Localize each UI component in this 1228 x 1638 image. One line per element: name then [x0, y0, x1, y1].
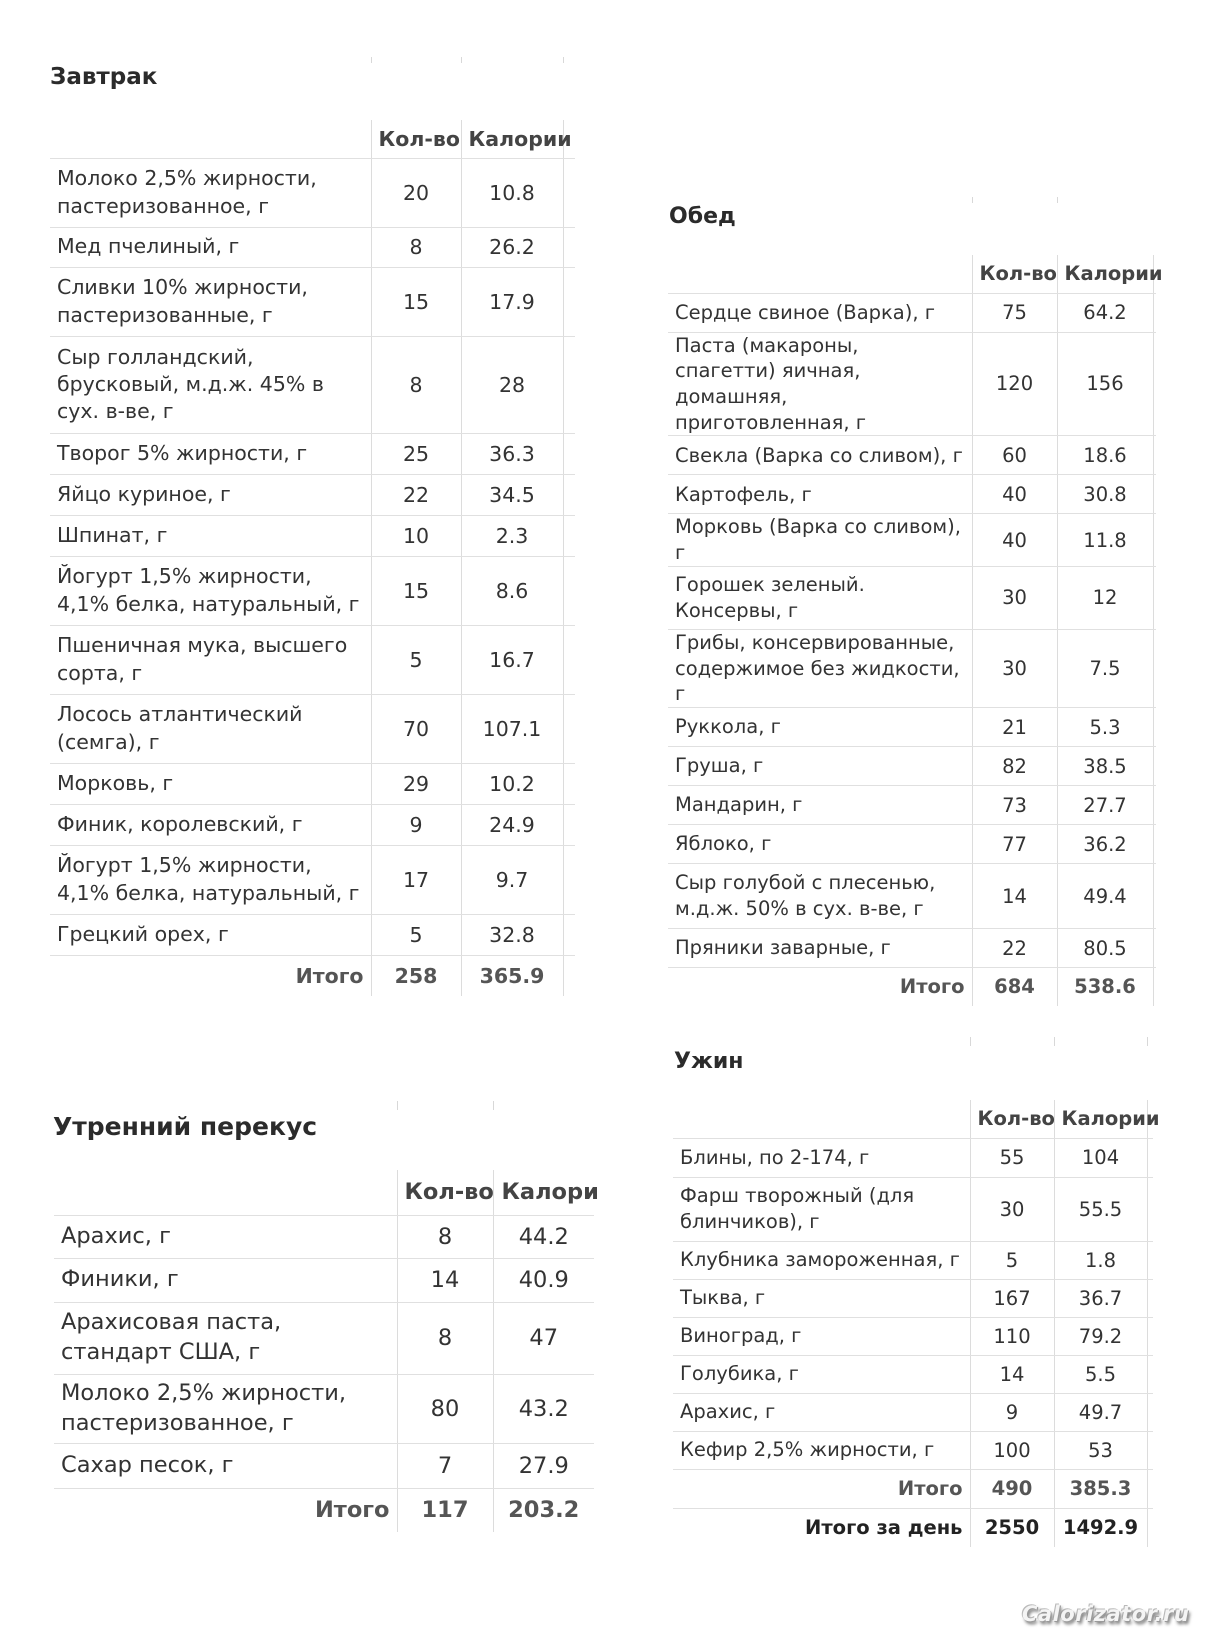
food-qty: 20 [371, 158, 461, 227]
food-calories: 2.3 [461, 515, 563, 556]
food-qty: 29 [371, 763, 461, 804]
food-name: Клубника замороженная, г [673, 1241, 970, 1279]
food-qty: 30 [972, 566, 1057, 629]
table-row [50, 336, 575, 433]
food-name: Пшеничная мука, высшего сорта, г [50, 625, 371, 694]
column-tick [972, 197, 973, 203]
food-calories: 107.1 [461, 694, 563, 763]
column-tick [1054, 1037, 1055, 1046]
table-edge [1147, 1508, 1153, 1547]
food-calories: 12 [1057, 566, 1153, 629]
total-calories: 538.6 [1057, 968, 1153, 1006]
table-row [673, 1431, 1153, 1469]
meal-title-breakfast: Завтрак [50, 64, 158, 90]
food-name: Арахис, г [54, 1215, 397, 1258]
food-calories: 64.2 [1057, 293, 1153, 332]
food-name: Сердце свиное (Варка), г [668, 293, 972, 332]
food-qty: 100 [970, 1431, 1054, 1469]
table-edge [563, 804, 575, 845]
table-row [50, 515, 575, 556]
table-edge [563, 474, 575, 515]
food-name: Финики, г [54, 1258, 397, 1302]
table-edge [1153, 293, 1156, 332]
food-calories: 9.7 [461, 845, 563, 914]
table-edge [563, 433, 575, 474]
table-edge [1147, 1431, 1153, 1469]
food-calories: 53 [1054, 1431, 1147, 1469]
table-row [50, 267, 575, 336]
breakfast-table [50, 120, 575, 996]
table-edge [1147, 1317, 1153, 1355]
food-name: Молоко 2,5% жирности, пастеризованное, г [50, 158, 371, 227]
food-qty: 9 [970, 1393, 1054, 1431]
food-name: Арахисовая паста, стандарт США, г [54, 1302, 397, 1374]
food-qty: 167 [970, 1279, 1054, 1317]
food-qty: 60 [972, 436, 1057, 475]
table-edge [1147, 1393, 1153, 1431]
column-tick [461, 57, 462, 63]
food-calories: 44.2 [493, 1215, 594, 1258]
food-name: Молоко 2,5% жирности, пастеризованное, г [54, 1374, 397, 1443]
dinner-table [673, 1100, 1160, 1547]
table-row [54, 1443, 594, 1488]
food-qty: 10 [371, 515, 461, 556]
table-row [668, 293, 1156, 332]
table-edge [1153, 566, 1156, 629]
table-row [54, 1258, 594, 1302]
food-qty: 17 [371, 845, 461, 914]
column-tick [970, 1037, 971, 1046]
table-row [673, 1177, 1153, 1241]
food-name: Мандарин, г [668, 786, 972, 825]
food-qty: 25 [371, 433, 461, 474]
table-edge [1153, 332, 1156, 436]
food-calories: 5.3 [1057, 708, 1153, 747]
food-calories: 1.8 [1054, 1241, 1147, 1279]
table-row [50, 914, 575, 955]
table-edge [563, 336, 575, 433]
total-label: Итого [314, 1497, 390, 1524]
food-calories: 156 [1057, 332, 1153, 436]
food-qty: 55 [970, 1138, 1054, 1177]
table-edge [563, 267, 575, 336]
table-row [668, 708, 1156, 747]
table-header-row [668, 255, 1156, 293]
food-qty: 8 [371, 336, 461, 433]
total-calories: 1492.9 [1054, 1508, 1147, 1547]
table-edge [563, 955, 575, 996]
food-name: Фарш творожный (для блинчиков), г [673, 1177, 970, 1241]
table-row [50, 474, 575, 515]
table-header-row [50, 120, 575, 158]
food-qty: 5 [970, 1241, 1054, 1279]
table-row [50, 433, 575, 474]
table-row [668, 825, 1156, 864]
column-header-qty: Кол-во [970, 1100, 1054, 1138]
food-qty: 77 [972, 825, 1057, 864]
table-row [668, 747, 1156, 786]
table-header-row [54, 1170, 594, 1215]
table-row [668, 566, 1156, 629]
food-qty: 8 [397, 1302, 493, 1374]
meal-title-lunch: Обед [669, 204, 736, 229]
food-qty: 120 [972, 332, 1057, 436]
header-empty [54, 1170, 397, 1215]
table-edge [1147, 1279, 1153, 1317]
food-qty: 73 [972, 786, 1057, 825]
header-empty [673, 1100, 970, 1138]
column-tick [1147, 1037, 1148, 1046]
food-name: Груша, г [668, 747, 972, 786]
food-calories: 18.6 [1057, 436, 1153, 475]
table-edge [1153, 786, 1156, 825]
table-header-row [673, 1100, 1153, 1138]
food-name: Тыква, г [673, 1279, 970, 1317]
total-qty: 117 [397, 1488, 493, 1532]
food-qty: 40 [972, 475, 1057, 514]
food-qty: 5 [371, 625, 461, 694]
table-edge [1153, 708, 1156, 747]
table-row [673, 1317, 1153, 1355]
day-total-row [673, 1508, 1153, 1547]
food-calories: 28 [461, 336, 563, 433]
total-row [668, 968, 1156, 1006]
food-name: Яблоко, г [668, 825, 972, 864]
table-row [673, 1279, 1153, 1317]
food-name: Свекла (Варка со сливом), г [668, 436, 972, 475]
column-header-calories: Калории [1057, 255, 1153, 293]
total-calories: 385.3 [1054, 1469, 1147, 1508]
table-row [668, 514, 1156, 566]
column-tick [397, 1101, 398, 1110]
food-name: Сливки 10% жирности, пастеризованные, г [50, 267, 371, 336]
table-edge [1153, 514, 1156, 566]
food-qty: 75 [972, 293, 1057, 332]
food-calories: 10.2 [461, 763, 563, 804]
food-qty: 80 [397, 1374, 493, 1443]
food-calories: 8.6 [461, 556, 563, 625]
food-calories: 49.7 [1054, 1393, 1147, 1431]
food-calories: 49.4 [1057, 864, 1153, 929]
meal-title-morning-snack: Утренний перекус [53, 1112, 318, 1141]
food-qty: 22 [371, 474, 461, 515]
morning-snack-table [54, 1170, 599, 1532]
table-row [668, 436, 1156, 475]
food-name: Сыр голубой с плесенью, м.д.ж. 50% в сух. в-ве, г [668, 864, 972, 929]
table-row [668, 929, 1156, 968]
table-row [50, 804, 575, 845]
food-name: Мед пчелиный, г [50, 227, 371, 267]
food-calories: 36.3 [461, 433, 563, 474]
total-label: Итого за день [805, 1516, 963, 1540]
lunch-table [668, 255, 1163, 1006]
total-qty: 2550 [970, 1508, 1054, 1547]
food-qty: 110 [970, 1317, 1054, 1355]
table-row [673, 1241, 1153, 1279]
table-row [50, 845, 575, 914]
food-qty: 70 [371, 694, 461, 763]
food-name: Руккола, г [668, 708, 972, 747]
table-edge [563, 515, 575, 556]
food-calories: 34.5 [461, 474, 563, 515]
table-edge [1153, 629, 1156, 707]
food-calories: 30.8 [1057, 475, 1153, 514]
column-tick [371, 57, 372, 63]
food-name: Грибы, консервированные, содержимое без жидкости, г [668, 629, 972, 707]
column-header-calories: Калори [493, 1170, 594, 1215]
meal-title-dinner: Ужин [674, 1049, 744, 1074]
table-row [50, 694, 575, 763]
table-row [54, 1374, 594, 1443]
table-edge [1147, 1241, 1153, 1279]
table-row [50, 556, 575, 625]
total-label: Итого [673, 1469, 970, 1508]
table-edge [1153, 825, 1156, 864]
header-empty [668, 255, 972, 293]
column-tick [1057, 197, 1058, 203]
table-row [673, 1393, 1153, 1431]
food-qty: 5 [371, 914, 461, 955]
food-calories: 26.2 [461, 227, 563, 267]
table-edge [563, 914, 575, 955]
food-calories: 104 [1054, 1138, 1147, 1177]
food-name: Кефир 2,5% жирности, г [673, 1431, 970, 1469]
table-edge [563, 158, 575, 227]
header-empty [50, 120, 371, 158]
food-name: Пряники заварные, г [668, 929, 972, 968]
column-header-qty: Кол-во [972, 255, 1057, 293]
total-row [54, 1488, 594, 1532]
table-edge [1147, 1138, 1153, 1177]
food-qty: 8 [397, 1215, 493, 1258]
food-calories: 24.9 [461, 804, 563, 845]
total-calories: 203.2 [493, 1488, 594, 1532]
table-edge [563, 625, 575, 694]
table-edge [563, 763, 575, 804]
table-row [673, 1355, 1153, 1393]
food-name: Голубика, г [673, 1355, 970, 1393]
column-header-calories: Калории [1054, 1100, 1147, 1138]
table-edge [1147, 1355, 1153, 1393]
total-calories: 365.9 [461, 955, 563, 996]
total-qty: 490 [970, 1469, 1054, 1508]
table-edge [1153, 968, 1156, 1006]
food-name: Грецкий орех, г [50, 914, 371, 955]
watermark-logo: Calorizator.ru [1022, 1602, 1190, 1626]
table-row [668, 629, 1156, 707]
food-qty: 14 [397, 1258, 493, 1302]
food-qty: 15 [371, 267, 461, 336]
food-name: Творог 5% жирности, г [50, 433, 371, 474]
food-calories: 36.2 [1057, 825, 1153, 864]
food-name: Сыр голландский, брусковый, м.д.ж. 45% в сух. в-ве, г [50, 336, 371, 433]
table-row [50, 227, 575, 267]
food-calories: 27.9 [493, 1443, 594, 1488]
food-qty: 15 [371, 556, 461, 625]
table-edge [1153, 747, 1156, 786]
table-row [54, 1302, 594, 1374]
table-row [668, 786, 1156, 825]
food-calories: 16.7 [461, 625, 563, 694]
column-header-calories: Калории [461, 120, 563, 158]
column-header-qty: Кол-во [371, 120, 461, 158]
food-qty: 14 [972, 864, 1057, 929]
table-edge [1153, 475, 1156, 514]
food-qty: 8 [371, 227, 461, 267]
table-row [668, 475, 1156, 514]
food-qty: 82 [972, 747, 1057, 786]
food-calories: 32.8 [461, 914, 563, 955]
table-edge [563, 556, 575, 625]
food-name: Йогурт 1,5% жирности, 4,1% белка, натуральный, г [50, 556, 371, 625]
table-row [54, 1215, 594, 1258]
table-row [50, 763, 575, 804]
food-calories: 43.2 [493, 1374, 594, 1443]
food-qty: 40 [972, 514, 1057, 566]
table-edge [563, 845, 575, 914]
table-row [668, 864, 1156, 929]
column-tick [493, 1101, 494, 1110]
food-qty: 30 [970, 1177, 1054, 1241]
food-calories: 79.2 [1054, 1317, 1147, 1355]
table-row [673, 1138, 1153, 1177]
food-calories: 55.5 [1054, 1177, 1147, 1241]
food-name: Морковь, г [50, 763, 371, 804]
table-edge [1153, 864, 1156, 929]
food-name: Сахар песок, г [54, 1443, 397, 1488]
food-calories: 80.5 [1057, 929, 1153, 968]
food-qty: 14 [970, 1355, 1054, 1393]
total-label: Итого [899, 975, 965, 999]
food-qty: 30 [972, 629, 1057, 707]
food-name: Виноград, г [673, 1317, 970, 1355]
total-row [50, 955, 575, 996]
table-row [668, 332, 1156, 436]
food-name: Картофель, г [668, 475, 972, 514]
column-tick [563, 57, 564, 63]
food-calories: 40.9 [493, 1258, 594, 1302]
food-calories: 5.5 [1054, 1355, 1147, 1393]
table-edge [563, 694, 575, 763]
food-calories: 38.5 [1057, 747, 1153, 786]
table-edge [1147, 1177, 1153, 1241]
food-calories: 10.8 [461, 158, 563, 227]
table-row [50, 158, 575, 227]
food-name: Шпинат, г [50, 515, 371, 556]
food-qty: 7 [397, 1443, 493, 1488]
food-name: Горошек зеленый. Консервы, г [668, 566, 972, 629]
food-calories: 27.7 [1057, 786, 1153, 825]
table-edge [1147, 1469, 1153, 1508]
table-edge [1153, 929, 1156, 968]
total-label: Итого [295, 963, 364, 988]
food-calories: 11.8 [1057, 514, 1153, 566]
total-qty: 258 [371, 955, 461, 996]
food-qty: 22 [972, 929, 1057, 968]
food-name: Йогурт 1,5% жирности, 4,1% белка, натуральный, г [50, 845, 371, 914]
table-row [50, 625, 575, 694]
total-qty: 684 [972, 968, 1057, 1006]
food-name: Яйцо куриное, г [50, 474, 371, 515]
table-edge [1153, 436, 1156, 475]
food-name: Блины, по 2-174, г [673, 1138, 970, 1177]
food-name: Морковь (Варка со сливом), г [668, 514, 972, 566]
food-name: Арахис, г [673, 1393, 970, 1431]
table-edge [563, 227, 575, 267]
food-name: Паста (макароны, спагетти) яичная, домашняя, приготовленная, г [668, 332, 972, 436]
food-name: Лосось атлантический (семга), г [50, 694, 371, 763]
food-calories: 36.7 [1054, 1279, 1147, 1317]
food-qty: 9 [371, 804, 461, 845]
food-calories: 17.9 [461, 267, 563, 336]
food-name: Финик, королевский, г [50, 804, 371, 845]
food-qty: 21 [972, 708, 1057, 747]
food-calories: 47 [493, 1302, 594, 1374]
total-row [673, 1469, 1153, 1508]
food-calories: 7.5 [1057, 629, 1153, 707]
column-header-qty: Кол-во [397, 1170, 493, 1215]
